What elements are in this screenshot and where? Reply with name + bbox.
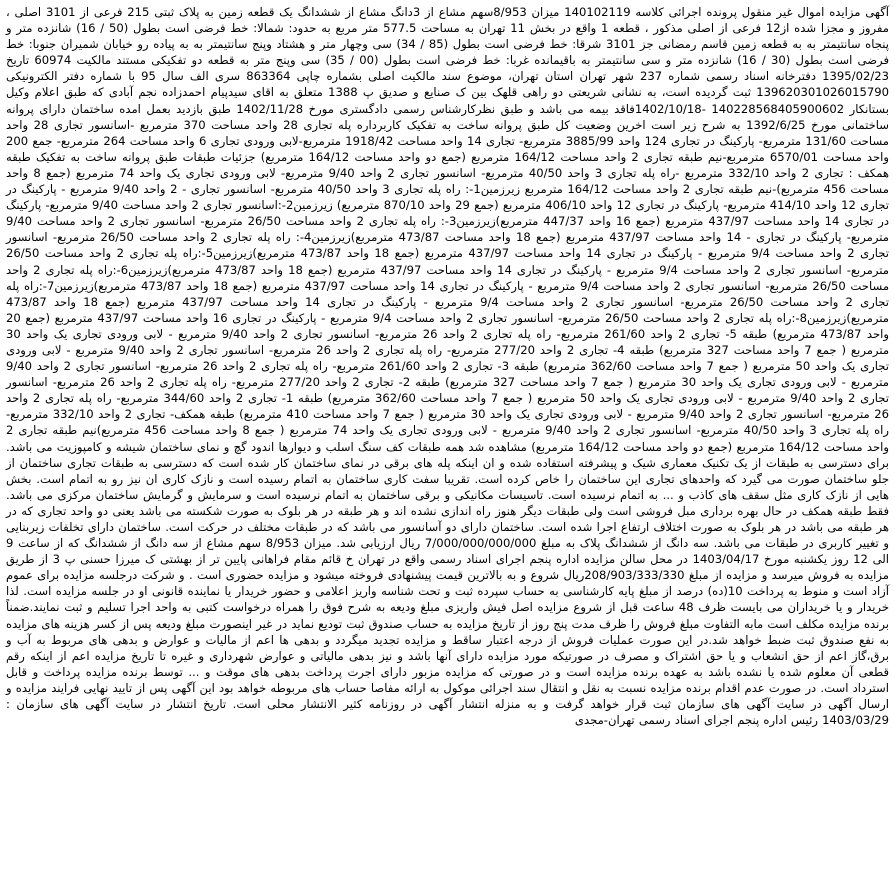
notice-body-text: آگهی مزایده اموال غیر منقول پرونده اجرائی کلاسه 140102119 میزان 8/953سهم مشاع از 3دانگ مشاع از ششدانگ یک قطعه زمین به پلاک ثبتی 215 فرعی از 3101 اصلی ، مفروز و مجزا شده از12 فرعی از اصلی مذکور ، قطعه 1 واقع در بخش 11 تهران به مساحت 577.5 متر مربع به حدود: شمالا: خط فرضی است بطول (50 / 16) شانزده متر و پنجاه سانتیمتر به به قطعه زمین قاسم رمضانی جز 3101 شرقا: خط فرضی است بطول (85 / 34) سی وچهار متر و هشتاد وپنج سانتیمتر به به پیاده رو خیابان شمیران جنوبا: خط فرضی است بطول (30 / 16) شانزده متر و سی سانتیمتر به باقیمانده غربا: خط فرضی است بطول (00 / 35) سی وپنج متر به قطعه دو تفکیکی مستند مالکیت 60974 تاریخ 1395/02/23 دفترخانه اسناد رسمی شماره 237 شهر تهران استان تهران، موضوع سند مالکیت اصلی بشماره چاپی 863364 سری الف سال 95 با شماره دفتر الکترونیکی 139620301026015790 ثبت گردیده است، به نشانی شریعتی دو راهی قلهک بین ک صنایع و صدیق پ 1388 متعلق به اقای سیدپیام احمدزاده نجم آبادی که طبق اعلام وکیل بستانکار 140228568405900602 -1402/10/18فاقد بیمه می باشد و طبق نظرکارشناس رسمی دادگستری مورخ 1402/11/28 طبق بازدید بعمل امده ساختمان دارای پروانه ساختمانی مورخ 1392/6/25 به شرح زیر است اخرین وضعیت کل طبق پروانه ساخت به تفکیک کاربرداره پله تجاری 28 واحد مساحت 370 مترمربع -اسانسور تجاری 28 واحد مساحت 131/60 مترمربع- پارکینگ در تجاری 124 واحد 3885/99 مترمربع- تجاری 14 واحد مساحت 1918/42 مترمربع-لابی ورودی تجاری 6 واحد مساحت 264 مترمربع- جمع 200 واحد مساحت 6570/01 مترمربع-نیم طبقه تجاری 2 واحد مساحت 164/12 مترمربع (جمع دو واحد مساحت 164/12 مترمربع) جزئیات طبقات طبق پروانه ساخت به تفکیک طبقه همکف : تجاری 2 واحد 332/10 مترمربع -راه پله تجاری 3 واحد 40/50 مترمربع- اسانسور تجاری 2 واحد 9/40 مترمربع- لابی ورودی تجاری یک واحد 74 مترمربع (جمع 8 واحد مساحت 456 مترمربع)-نیم طبقه تجاری 2 واحد مساحت 164/12 مترمربع زیرزمین1-: راه پله تجاری 3 واحد 40/50 مترمربع- اسانسور تجاری - 2 واحد 9/40 مترمربع - پارکینگ در تجاری 12 واحد 414/10 مترمربع- پارکینگ در تجاری 12 واحد 406/10 مترمربع (جمع 29 واحد 870/10 مترمربع) زیرزمین2-:اسانسور تجاری 2 واحد مساحت 9/40 مترمربع- پارکینگ در تجاری 14 واحد مساحت 437/97 مترمربع (جمع 16 واحد 447/37 مترمربع)زیرزمین3-: راه پله تجاری 2 واحد مساحت 26/50 مترمربع- اسانسور تجاری 2 واحد مساحت 9/40 مترمربع- پارکینگ در تجاری - 14 واحد مساحت 437/97 مترمربع (جمع 18 واحد مساحت 473/87 مترمربع)زیرزمین4-: راه پله تجاری 2 واحد مساحت 26/50 مترمربع- اسانسور تجاری 2 واحد مساحت 9/4 مترمربع - پارکینگ در تجاری 14 واحد مساحت 437/97 مترمربع (جمع 18 واحد 473/87 مترمربع)زیرزمین5-:راه پله تجاری 2 واحد مساحت 26/50 مترمربع- اسانسور تجاری 2 واحد مساحت 9/4 مترمربع - پارکینگ در تجاری 14 واحد مساحت 437/97 مترمربع (جمع 18 واحد 473/87 مترمربع)زیرزمین6-:راه پله تجاری 2 واحد مساحت 26/50 مترمربع- اسانسور تجاری 2 واحد مساحت 9/4 مترمربع - پارکینگ در تجاری 14 واحد مساحت 437/97 مترمربع (جمع 18 واحد 473/87 مترمربع)زیرزمین7-:راه پله تجاری 2 واحد مساحت 26/50 مترمربع- اسانسور تجاری 2 واحد مساحت 9/4 مترمربع - پارکینگ در تجاری 14 واحد مساحت 437/97 مترمربع (جمع 18 واحد 473/87 مترمربع)زیرزمین8-:راه پله تجاری 2 واحد مساحت 26/50 مترمربع- اسانسور تجاری 2 واحد مساحت 9/4 مترمربع - پارکینگ در تجاری 16 واحد مساحت 437/97 مترمربع (جمع 20 واحد 473/87 مترمربع) طبقه 5- تجاری 2 واحد 261/60 مترمربع- راه پله تجاری 2 واحد 26 مترمربع- اسانسور تجاری 2 واحد 9/40 مترمربع - لابی ورودی تجاری یک واحد 30 مترمربع ( جمع 7 واحد مساحت 327 مترمربع) طبقه 4- تجاری 2 واحد 277/20 مترمربع- راه پله تجاری 2 واحد 26 مترمربع- اسانسور تجاری 2 واحد 9/40 مترمربع - لابی ورودی تجاری یک واحد 50 مترمربع ( جمع 7 واحد مساحت 362/60 مترمربع) طبقه 3- تجاری 2 واحد 261/60 مترمربع- راه پله تجاری 2 واحد 26 مترمربع- اسانسور تجاری 2 واحد 9/40 مترمربع - لابی ورودی تجاری یک واحد 30 مترمربع ( جمع 7 واحد مساحت 327 مترمربع) طبقه 2- تجاری 2 واحد 277/20 مترمربع- راه پله تجاری 2 واحد 26 مترمربع- اسانسور تجاری 2 واحد 9/40 مترمربع - لابی ورودی تجاری یک واحد 50 مترمربع ( جمع 7 واحد مساحت 362/60 مترمربع) طبقه 1- تجاری 2 واحد 344/60 مترمربع- راه پله تجاری 2 واحد 26 مترمربع- اسانسور تجاری 2 واحد 9/40 مترمربع - لابی ورودی تجاری یک واحد 30 مترمربع ( جمع 7 واحد مساحت 410 مترمربع) طبقه همکف- تجاری 2 واحد 332/10 مترمربع- راه پله تجاری 3 واحد 40/50 مترمربع- اسانسور تجاری 2 واحد 9/40 مترمربع - لابی ورودی تجاری یک واحد 74 مترمربع ( جمع 8 واحد مساحت 456 مترمربع)نیم طبقه تجاری 2 واحد مساحت 164/12 مترمربع (جمع دو واحد مساحت 164/12 مترمربع) مشاهده شد همه طبقات کف سنگ اسلب و دیوارها اندود گچ و نمای ساختمان شیشه و کامپوزیت می باشد. برای دسترسی به طبقات از یک تکنیک معماری شیک و پیشرفته استفاده شده و ان اینکه پله های برقی در نمای ساختمان کار شده است که دسترسی به طبقات تجاری ساختمان از جلو ساختمان صورت می گیرد که واحدهای تجاری این ساختمان را خاص کرده است. تقریبا سفت کاری ساختمان به اتمام رسیده است و نازک کاری ان نیز رو به اتمام است. بخش هایی از نازک کاری مثل سقف های کاذب و ... به اتمام نرسیده است. تاسیسات مکانیکی و برقی ساختمان به اتمام نرسیده است و سرمایش و گرمایش ساختمان مرکزی می باشد. فقط طبقه همکف در حال بهره برداری مبل فروشی است ولی طبقات دیگر هنوز راه اندازی نشده اند و هر طبقه در هر بلوک به صورت شکسته می باشد یعنی دو واحد تجاری که در هر طبقه می باشد در هر بلوک به صورت اختلاف ارتفاع اجرا شده است. ساختمان دارای دو آسانسور می باشد که در طبقات مختلف در حرکت است. ساختمان دارای تخلفات زیربنایی و تغییر کاربری در طبقات می باشد. سه دانگ از ششدانگ پلاک به مبلغ 7/000/000/000/000 ریال ارزیابی شد. میزان 8/953 سهم مشاع از سه دانگ از ششدانگ که از ساعت 9 الی 12 روز یکشنبه مورخ 1403/04/17 در محل سالن مزایده اداره پنجم اجرای اسناد رسمی واقع در تهران خ قائم مقام فراهانی پایین تر از بهشتی ک میرزا حسنی پ 3 از طریق مزایده به فروش میرسد و مزایده از مبلغ 208/903/333/330ریال شروع و به بالاترین قیمت پیشنهادی فروخته میشود و مزایده حضوری است . و شرکت درجلسه مزایده برای عموم آزاد است و منوط به پرداخت 10(ده) درصد از مبلغ پایه کارشناسی به حساب سپرده ثبت و تحت شناسه واریز اعلامی و حضور خریدار یا نماینده قانونی او در جلسه مزایده است. لذا خریدار و یا خریداران می بایست ظرف 48 ساعت قبل از شروع مزایده اصل فیش واریزی مبلغ ودیعه به شرح فوق را همراه درخواست کتبی به واحد اجرا تسلیم و ثبت نمایند.ضمناً برنده مزایده مکلف است مابه التفاوت مبلغ فروش را ظرف مدت پنج روز از تاریخ مزایده به حساب صندوق ثبت تودیع نماید در غیر اینصورت مبلغ ودیعه پس از کسر هزینه های مزایده به نفع صندوق ثبت ضبط خواهد شد.در این صورت عملیات فروش از درجه اعتبار ساقط و مزایده تجدید میگردد و بدهی ها اعم از مالیات و عوارض و بدهی های مربوط به آب و برق،گاز اعم از حق انشعاب و یا حق اشتراک و مصرف در صورتیکه مورد مزایده دارای آنها باشد و نیز بدهی مالیاتی و عوارض شهرداری و غیره تا تاریخ مزایده اعم از اینکه رقم قطعی آن معلوم شده یا نشده باشد به عهده برنده مزایده است و در صورتی که مزایده مزبور دارای اجرت پرداخت بدهی های موقت و ... توسط برنده مزایده پرداخت و قابل استرداد است. در صورت عدم اقدام برنده مزایده نسبت به نقل و انتقال سند اجرائی موکول به ارائه مفاصا حساب های مربوطه خواهد بود این آگهی پس از تایید نهایی فرایند مزایده و ارسال آگهی در سایت آگهی های سازمان ثبت قرار خواهد گرفت و به منزله انتشار آگهی در روزنامه کثیر الانتشار محلی است. تاریخ انتشار در سایت آگهی های سازمان : 1403/03/29 رئیس اداره پنجم اجرای اسناد رسمی تهران-مجدی: [6, 5, 890, 728]
